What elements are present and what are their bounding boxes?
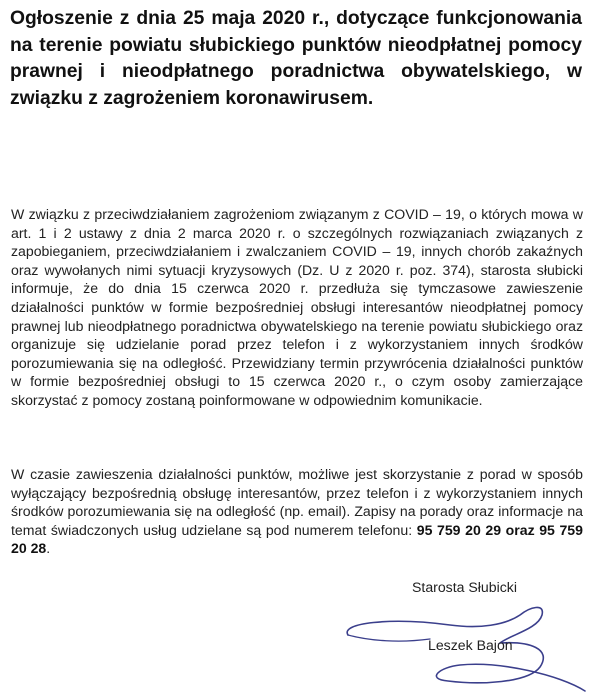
- paragraph-remote-advice-text: W czasie zawieszenia działalności punktów, możliwe jest skorzystanie z porad w sposób wyłączający bezpośrednią obsługę interesantów, przez telefon i z wykorzystaniem innych środków porozumiewania się na odległość (np. email). Zapisy na porady oraz informacje na temat świadczonych usług udzielane są pod numerem telefonu:: [11, 466, 583, 538]
- announcement-title: Ogłoszenie z dnia 25 maja 2020 r., dotyczące funkcjonowania na terenie powiatu słubickiego punktów nieodpłatnej pomocy prawnej i nieodpłatnego poradnictwa obywatelskiego, w związku z zagrożeniem koronawirusem.: [10, 8, 582, 109]
- paragraph-end-period: .: [46, 540, 51, 557]
- phone-numbers: 95 759 20 29 oraz 95 759 20 28: [11, 521, 583, 557]
- signatory-title: Starosta Słubicki: [412, 579, 517, 595]
- paragraph-remote-advice: [11, 465, 583, 558]
- paragraph-suspension-notice: W związku z przeciwdziałaniem zagrożeniom związanym z COVID – 19, o których mowa w art. 1 i 2 ustawy z dnia 2 marca 2020 r. o szczególnych rozwiązaniach związanych z zapobieganiem, przeciwdziałaniem i zwalczaniem COVID – 19, innych chorób zakaźnych oraz wywołanych nimi sytuacji kryzysowych (Dz. U z 2020 r. poz. 374), starosta słubicki informuje, że do dnia 15 czerwca 2020 r. przedłuża się tymczasowe zawieszenie działalności punktów w formie bezpośredniej obsługi interesantów nieodpłatnej pomocy prawnej lub nieodpłatnego poradnictwa obywatelskiego na terenie powiatu słubickiego oraz organizuje się udzielanie porad przez telefon i z wykorzystaniem innych środków porozumiewania się na odległość. Przewidziany termin przywrócenia działalności punktów w formie bezpośredniej obsługi to 15 czerwca 2020 r., o czym osoby zamierzające skorzystać z pomocy zostaną poinformowane w odpowiednim komunikacie.: [11, 206, 583, 408]
- signatory-name: Leszek Bajon: [428, 637, 513, 653]
